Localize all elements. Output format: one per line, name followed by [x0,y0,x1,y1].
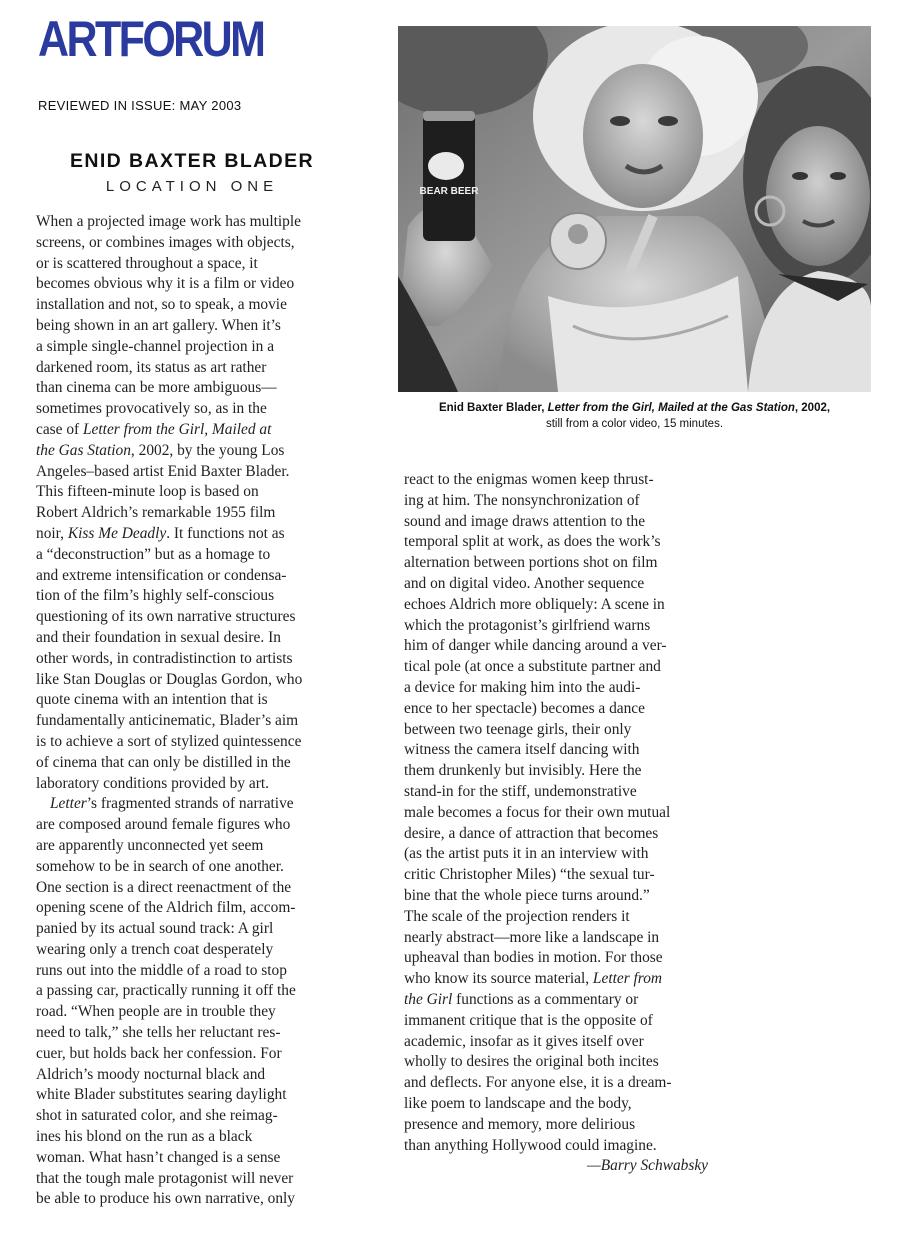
body-text-line: becomes obvious why it is a film or video [36,275,295,293]
body-text-line: ence to her spectacle) becomes a dance [404,699,645,717]
body-text-line: who know its source material, Letter from [404,970,663,988]
body-text-line: Letter’s fragmented strands of narrative [50,795,294,813]
body-text-line: that the tough male protagonist will never [36,1169,294,1187]
video-still-photo [398,26,871,392]
body-text-line: like Stan Douglas or Douglas Gordon, who [36,670,303,688]
body-text-line: the Gas Station, 2002, by the young Los [36,441,285,459]
body-text-line: be able to produce his own narrative, only [36,1190,295,1208]
body-text-line: cuer, but holds back her confession. For [36,1044,282,1062]
review-venue: LOCATION ONE [105,178,279,195]
artforum-logo: ARTFORUM [38,11,264,67]
body-text-line: Aldrich’s moody nocturnal black and [36,1065,266,1083]
review-artist-heading: ENID BAXTER BLADER [69,150,315,172]
body-text-line: darkened room, its status as art rather [36,358,267,376]
photo-illustration [398,26,871,392]
review-signature: —Barry Schwabsky [587,1157,708,1175]
body-text-line: This fifteen-minute loop is based on [36,483,259,501]
caption-year: , 2002, [794,402,831,414]
body-text-line: ines his blond on the run as a black [36,1128,253,1146]
body-text-line: need to talk,” she tells her reluctant res- [36,1024,281,1042]
body-text-line: somehow to be in search of one another. [36,857,284,875]
body-text-line: (as the artist puts it in an interview with [404,845,649,863]
body-text-line: and deflects. For anyone else, it is a dream- [404,1074,672,1092]
body-text-line: alternation between portions shot on film [404,554,658,572]
body-text-line: tical pole (at once a substitute partner and [404,658,661,676]
body-text-line: quote cinema with an intention that is [36,691,268,709]
body-text-line: are composed around female figures who [36,816,291,834]
body-text-line: desire, a dance of attraction that becomes [404,824,659,842]
body-text-line: presence and memory, more delirious [404,1115,636,1133]
body-text-line: road. “When people are in trouble they [36,1003,276,1021]
body-text-line: being shown in an art gallery. When it’s [36,316,281,334]
body-text-line: panied by its actual sound track: A girl [36,920,274,938]
review-right-column [404,470,710,1177]
body-text-line: are apparently unconnected yet seem [36,836,264,854]
body-text-line: white Blader substitutes searing daylight [36,1086,287,1104]
body-text-line: than cinema can be more ambiguous— [36,379,277,397]
body-text-line: temporal split at work, as does the work’s [404,533,661,551]
body-text-line: critic Christopher Miles) “the sexual tur- [404,866,655,884]
caption-artist: Enid Baxter Blader, [438,402,548,414]
body-text-line: sometimes provocatively so, as in the [36,400,267,418]
body-text-line: ing at him. The nonsynchronization of [404,491,640,509]
body-text-line: them drunkenly but invisibly. Here the [404,762,642,780]
body-text-line: noir, Kiss Me Deadly. It functions not as [36,524,285,542]
body-text-line: bine that the whole piece turns around.” [404,886,650,904]
body-text-line: nearly abstract—more like a landscape in [404,928,660,946]
body-text-line: between two teenage girls, their only [404,720,632,738]
body-text-line: wholly to desires the original both incites [404,1053,659,1071]
caption-title: Letter from the Girl, Mailed at the Gas Station [547,402,795,414]
body-text-line: than anything Hollywood could imagine. [404,1136,657,1154]
body-text-line: questioning of its own narrative structures [36,608,296,626]
body-text-line: laboratory conditions provided by art. [36,774,269,792]
body-text-line: fundamentally anticinematic, Blader’s aim [36,712,299,730]
body-text-line: a “deconstruction” but as a homage to [36,545,271,563]
body-text-line: case of Letter from the Girl, Mailed at [36,420,272,438]
issue-line: REVIEWED IN ISSUE: MAY 2003 [38,98,242,113]
photo-caption [398,400,871,432]
body-text-line: wearing only a trench coat desperately [36,940,274,958]
body-text-line: and their foundation in sexual desire. In [36,628,281,646]
caption-line-1 [398,400,871,416]
body-text-line: When a projected image work has multiple [36,213,301,230]
body-text-line: runs out into the middle of a road to stop [36,961,287,979]
can-label: BEAR BEER [419,186,479,197]
body-text-line: the Girl functions as a commentary or [404,990,639,1008]
body-text-line: stand-in for the stiff, undemonstrative [404,782,637,800]
body-text-line: Angeles–based artist Enid Baxter Blader. [36,462,290,480]
body-text-line: academic, insofar as it gives itself over [404,1032,644,1050]
body-text-line: woman. What hasn’t changed is a sense [36,1148,281,1166]
body-text-line: a passing car, practically running it off the [36,982,296,1000]
body-text-line: echoes Aldrich more obliquely: A scene in [404,595,665,613]
body-text-line: react to the enigmas women keep thrust- [404,471,654,488]
body-text-line: a simple single-channel projection in a [36,337,275,355]
body-text-line: immanent critique that is the opposite of [404,1011,653,1029]
body-text-line: is to achieve a sort of stylized quintessence [36,732,302,750]
body-text-line: other words, in contradistinction to artists [36,649,293,667]
body-text-line: and on digital video. Another sequence [404,574,645,592]
review-left-column [36,212,349,1210]
body-text-line: or is scattered throughout a space, it [36,254,258,272]
body-text-line: of cinema that can only be distilled in the [36,753,291,771]
body-text-line: opening scene of the Aldrich film, accom- [36,899,296,917]
body-text-line: The scale of the projection renders it [404,907,630,925]
body-text-line: and extreme intensification or condensa- [36,566,287,584]
body-text-line: shot in saturated color, and she reimag- [36,1107,278,1125]
body-text-line: a device for making him into the audi- [404,678,641,696]
body-text-line: upheaval than bodies in motion. For those [404,949,663,967]
body-text-line: sound and image draws attention to the [404,512,646,530]
body-text-line: male becomes a focus for their own mutual [404,803,671,821]
body-text-line: him of danger while dancing around a ver- [404,637,667,655]
caption-line-2: still from a color video, 15 minutes. [545,418,724,430]
body-text-line: One section is a direct reenactment of the [36,878,292,896]
body-text-line: tion of the film’s highly self-conscious [36,587,275,605]
body-text-line: installation and not, so to speak, a movie [36,296,287,314]
body-text-line: screens, or combines images with objects, [36,233,295,251]
body-text-line: which the protagonist’s girlfriend warns [404,616,651,634]
body-text-line: witness the camera itself dancing with [404,741,640,759]
body-text-line: like poem to landscape and the body, [404,1094,632,1112]
body-text-line: Robert Aldrich’s remarkable 1955 film [36,504,276,522]
